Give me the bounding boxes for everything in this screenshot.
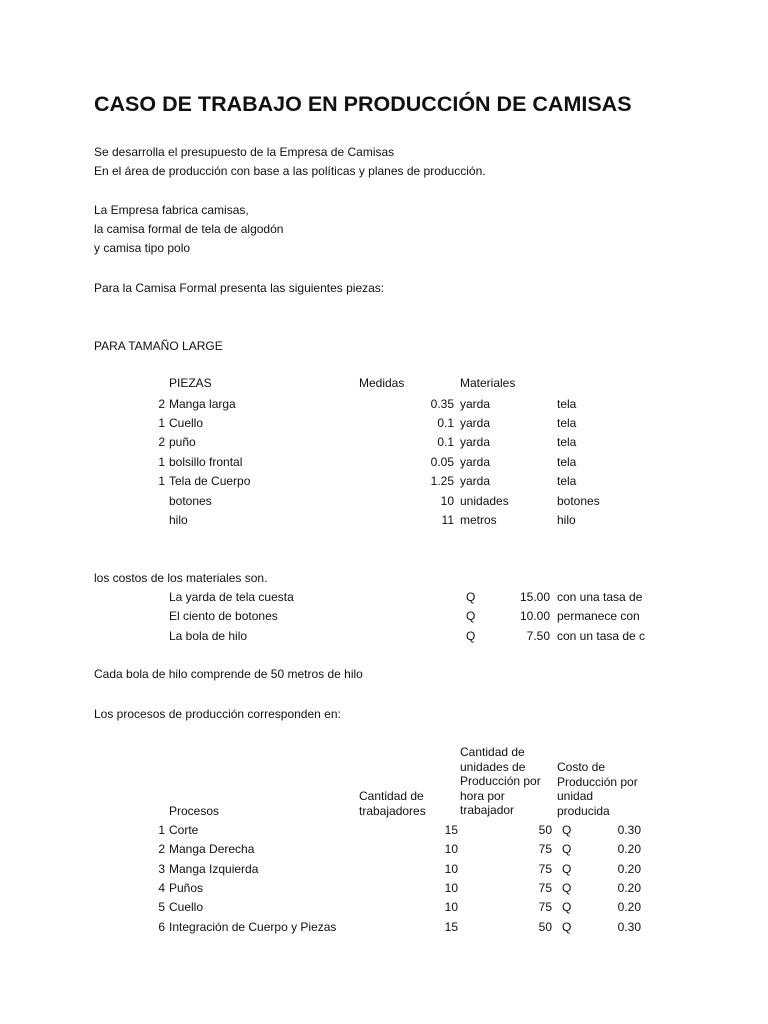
pieces-header-medidas: Medidas <box>359 376 405 390</box>
piece-measure: 0.1 <box>437 416 454 430</box>
thread-note: Cada bola de hilo comprende de 50 metros de hilo <box>94 667 363 681</box>
company-line: La Empresa fabrica camisas, <box>94 203 249 217</box>
header-line: hora por <box>460 788 505 803</box>
process-workers: 10 <box>444 862 458 876</box>
piece-quantity: 2 <box>158 397 165 411</box>
header-line: Costo de <box>557 760 606 774</box>
pieces-header-materiales: Materiales <box>460 376 516 390</box>
piece-name: botones <box>169 494 212 508</box>
process-currency: Q <box>562 920 572 934</box>
piece-unit: unidades <box>460 494 509 508</box>
piece-quantity: 2 <box>158 435 165 449</box>
company-line: y camisa tipo polo <box>94 241 191 255</box>
process-workers: 15 <box>444 920 458 934</box>
costs-intro: los costos de los materiales son. <box>94 571 268 585</box>
cost-currency: Q <box>466 590 476 604</box>
process-units: 75 <box>538 862 552 876</box>
header-line: trabajador <box>460 803 515 817</box>
piece-unit: yarda <box>460 416 491 430</box>
process-name: Cuello <box>169 900 204 914</box>
pieces-header-piezas: PIEZAS <box>169 376 212 390</box>
piece-quantity: 1 <box>158 455 165 469</box>
piece-measure: 1.25 <box>430 474 454 488</box>
cost-amount: 15.00 <box>519 590 550 604</box>
process-number: 4 <box>158 881 165 895</box>
process-header-procesos: Procesos <box>169 804 220 818</box>
piece-unit: yarda <box>460 474 491 488</box>
piece-measure: 0.05 <box>430 455 454 469</box>
piece-material: tela <box>557 474 577 488</box>
piece-material: tela <box>557 397 577 411</box>
cost-amount: 7.50 <box>526 629 550 643</box>
process-currency: Q <box>562 862 572 876</box>
document-title: CASO DE TRABAJO EN PRODUCCIÓN DE CAMISAS <box>94 92 632 116</box>
header-line: Cantidad de <box>460 745 525 759</box>
piece-unit: metros <box>460 513 497 527</box>
process-header-units <box>460 745 541 818</box>
piece-name: bolsillo frontal <box>169 455 243 469</box>
process-number: 3 <box>158 862 165 876</box>
piece-measure: 0.35 <box>430 397 454 411</box>
process-cost: 0.20 <box>617 842 641 856</box>
piece-name: puño <box>169 435 196 449</box>
process-units: 50 <box>538 823 552 837</box>
process-currency: Q <box>562 881 572 895</box>
header-line: Producción por <box>460 774 541 788</box>
process-currency: Q <box>562 900 572 914</box>
process-workers: 15 <box>444 823 458 837</box>
process-workers: 10 <box>444 842 458 856</box>
process-cost: 0.20 <box>617 900 641 914</box>
cost-note: con una tasa de <box>557 590 643 604</box>
piece-material: tela <box>557 455 577 469</box>
process-number: 5 <box>158 900 165 914</box>
cost-note: permanece con <box>557 609 640 623</box>
piece-quantity: 1 <box>158 474 165 488</box>
piece-material: tela <box>557 435 577 449</box>
cost-label: La bola de hilo <box>169 629 248 643</box>
process-units: 75 <box>538 842 552 856</box>
process-name: Manga Izquierda <box>169 862 259 876</box>
header-line: producida <box>557 803 610 818</box>
piece-unit: yarda <box>460 397 491 411</box>
header-line: Producción por <box>557 774 638 789</box>
header-line: Cantidad de <box>359 789 424 803</box>
process-number: 2 <box>158 842 165 856</box>
intro-line: Se desarrolla el presupuesto de la Empresa de Camisas <box>94 145 395 159</box>
size-heading: PARA TAMAÑO LARGE <box>94 339 223 353</box>
process-cost: 0.30 <box>617 823 641 837</box>
company-line: la camisa formal de tela de algodón <box>94 222 284 236</box>
intro-line: En el área de producción con base a las políticas y planes de producción. <box>94 164 486 178</box>
process-name: Puños <box>169 881 204 895</box>
header-line: trabajadores <box>359 803 426 818</box>
process-name: Manga Derecha <box>169 842 255 856</box>
process-units: 75 <box>538 900 552 914</box>
process-currency: Q <box>562 842 572 856</box>
process-number: 6 <box>158 920 165 934</box>
piece-unit: yarda <box>460 455 491 469</box>
piece-material: tela <box>557 416 577 430</box>
cost-label: La yarda de tela cuesta <box>169 590 294 604</box>
cost-currency: Q <box>466 629 476 643</box>
piece-measure: 0.1 <box>437 435 454 449</box>
piece-measure: 10 <box>440 494 454 508</box>
piece-name: Manga larga <box>169 397 236 411</box>
piece-measure: 11 <box>441 513 454 527</box>
process-name: Integración de Cuerpo y Piezas <box>169 920 337 934</box>
piece-unit: yarda <box>460 435 491 449</box>
process-header-cost <box>557 760 638 818</box>
pieces-intro: Para la Camisa Formal presenta las siguientes piezas: <box>94 281 385 295</box>
process-currency: Q <box>562 823 572 837</box>
cost-currency: Q <box>466 609 476 623</box>
cost-note: con un tasa de c <box>557 629 645 643</box>
piece-name: Cuello <box>169 416 204 430</box>
process-workers: 10 <box>444 881 458 895</box>
cost-amount: 10.00 <box>519 609 550 623</box>
piece-name: Tela de Cuerpo <box>169 474 251 488</box>
process-units: 75 <box>538 881 552 895</box>
cost-label: El ciento de botones <box>169 609 278 623</box>
process-intro: Los procesos de producción corresponden en: <box>94 707 341 721</box>
process-cost: 0.20 <box>617 881 641 895</box>
process-cost: 0.20 <box>617 862 641 876</box>
piece-material: hilo <box>557 513 576 527</box>
process-workers: 10 <box>444 900 458 914</box>
process-number: 1 <box>158 823 165 837</box>
piece-quantity: 1 <box>158 416 165 430</box>
header-line: unidad <box>557 789 594 803</box>
header-line: unidades de <box>460 759 526 774</box>
process-header-workers <box>359 789 426 818</box>
process-name: Corte <box>169 823 199 837</box>
piece-material: botones <box>557 494 600 508</box>
piece-name: hilo <box>169 513 188 527</box>
process-units: 50 <box>538 920 552 934</box>
process-cost: 0.30 <box>617 920 641 934</box>
